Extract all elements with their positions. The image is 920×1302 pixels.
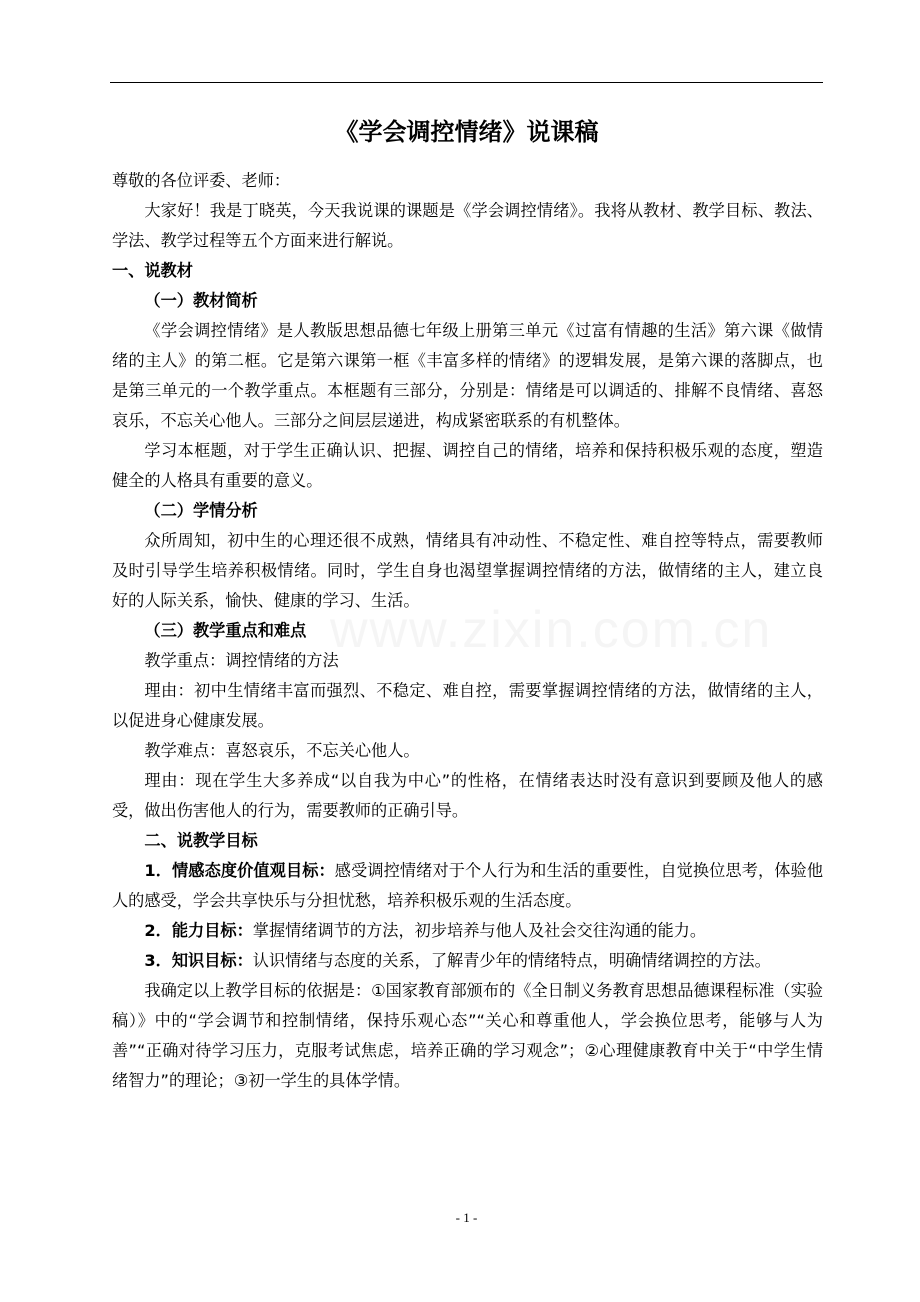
paragraph-textbook-analysis: 《学会调控情绪》是人教版思想品德七年级上册第三单元《过富有情趣的生活》第六课《做情绪的主人》的第二框。它是第六课第一框《丰富多样的情绪》的逻辑发展，是第六课的落脚点，也是第三单元的一个教学重点。本框题有三部分，分别是：情绪是可以调适的、排解不良情绪、喜怒哀乐，不忘关心他人。三部分之间层层递进，构成紧密联系的有机整体。	[112, 321, 823, 430]
key-point-reason: 理由：初中生情绪丰富而强烈、不稳定、难自控，需要掌握调控情绪的方法，做情绪的主人，以促进身心健康发展。	[112, 681, 823, 730]
paragraph-student-analysis: 众所周知，初中生的心理还很不成熟，情绪具有冲动性、不稳定性、难自控等特点，需要教师及时引导学生培养积极情绪。同时，学生自身也渴望掌握调控情绪的方法，做情绪的主人，建立良好的人际关系，愉快、健康的学习、生活。	[112, 531, 823, 610]
section-heading-textbook: 一、说教材	[112, 261, 193, 280]
page-number: - 1 -	[455, 1210, 478, 1225]
section-heading-goals: 二、说教学目标	[144, 831, 258, 850]
goal-ability	[112, 916, 823, 946]
document-title: 《学会调控情绪》说课稿	[334, 118, 599, 146]
watermark: www.zixin.com.cn	[330, 601, 773, 659]
goal-knowledge	[112, 946, 823, 976]
key-point: 教学重点：调控情绪的方法	[144, 651, 339, 670]
difficult-point: 教学难点：喜怒哀乐，不忘关心他人。	[144, 741, 420, 760]
subheading-textbook-analysis: （一）教材简析	[144, 291, 258, 310]
goal-knowledge-text: 认识情绪与态度的关系，了解青少年的情绪特点，明确情绪调控的方法。	[252, 951, 771, 970]
document-body	[112, 166, 823, 1096]
goal-emotion	[112, 856, 823, 916]
goal-ability-text: 掌握情绪调节的方法，初步培养与他人及社会交往沟通的能力。	[252, 921, 707, 940]
intro-paragraph: 大家好！我是丁晓英，今天我说课的课题是《学会调控情绪》。我将从教材、教学目标、教法、学法、教学过程等五个方面来进行解说。	[112, 201, 823, 250]
goal-emotion-text: 感受调控情绪对于个人行为和生活的重要性，自觉换位思考，体验他人的感受，学会共享快乐与分担忧愁，培养积极乐观的生活态度。	[112, 861, 824, 910]
paragraph-significance: 学习本框题，对于学生正确认识、把握、调控自己的情绪，培养和保持积极乐观的态度，塑造健全的人格具有重要的意义。	[112, 441, 823, 490]
goal-ability-label: 2．能力目标：	[144, 921, 253, 940]
subheading-key-difficult: （三）教学重点和难点	[144, 621, 307, 640]
subheading-student-analysis: （二）学情分析	[144, 501, 258, 520]
difficult-point-reason: 理由：现在学生大多养成“以自我为中心”的性格，在情绪表达时没有意识到要顾及他人的感受，做出伤害他人的行为，需要教师的正确引导。	[112, 771, 823, 820]
header-rule	[110, 82, 823, 83]
goals-basis: 我确定以上教学目标的依据是：①国家教育部颁布的《全日制义务教育思想品德课程标准（实验稿）》中的“学会调节和控制情绪，保持乐观心态”“关心和尊重他人，学会换位思考，能够与人为善”“正确对待学习压力，克服考试焦虑，培养正确的学习观念”；②心理健康教育中关于“中学生情绪智力”的理论；③初一学生的具体学情。	[112, 981, 823, 1090]
goal-emotion-label: 1．情感态度价值观目标：	[144, 861, 335, 880]
goal-knowledge-label: 3．知识目标：	[144, 951, 253, 970]
greeting: 尊敬的各位评委、老师：	[112, 171, 291, 190]
